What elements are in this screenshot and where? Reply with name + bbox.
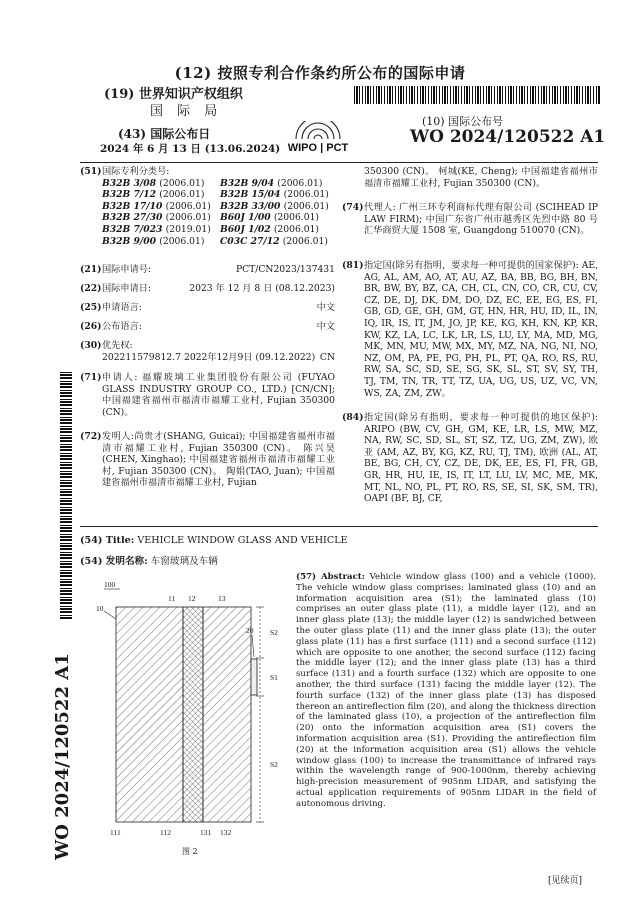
title-zh-row (80, 553, 218, 567)
label-s2-top: S2 (270, 628, 278, 637)
ipc-code: B60J 1/02 (2006.01) (220, 223, 320, 235)
f71-row: (71) 申请人: 福耀玻璃工业集团股份有限公司 (FUYAO GLASS INDUSTRY GROUP CO., LTD.) [CN/CN]; 中国福建省福州市福清市福耀工业村, Fujian 350300 (CN)。 (80, 372, 335, 418)
outer-glass-plate (116, 607, 183, 822)
designated-states-regional: 指定国(除另有指明，要求每一种可提供的地区保护): ARIPO (BW, CV, GH, GM, KE, LR, LS, MW, MZ, NA, RW, SC, SD, SL, ST, SZ, TZ, UG, ZM, ZW), 欧亚 (AM, AZ, BY, KG, KZ, RU, TJ, TM), 欧洲 (AL, AT, BE, BG, CH, CY, CZ, DE, DK, EE, ES, FI, FR, GB, GR, HR, HU, IE, IS, IT, LT, LU, LV, MC, ME, MK, MT, NL, NO, PL, PT, RO, RS, SE, SI, SK, SM, TR), OAPI (BF, BJ, CF, (364, 412, 598, 505)
sidebar-barcode (60, 372, 72, 620)
right-biblio-column (342, 166, 598, 526)
publication-number-label: (10) 国际公布号 (422, 115, 504, 128)
ipc-code: B32B 33/00 (2006.01) (220, 200, 329, 212)
organization-name (104, 86, 243, 120)
label-11: 11 (168, 594, 176, 603)
ipc-code: B32B 9/04 (2006.01) (220, 177, 323, 189)
label-20: 20 (246, 626, 254, 635)
label-13: 13 (218, 594, 226, 603)
figure-2 (88, 577, 288, 837)
ipc-code: B32B 15/04 (2006.01) (220, 189, 329, 201)
priority-number: 202211579812.7 (102, 351, 181, 363)
sidebar-publication-number: WO 2024/120522 A1 (52, 653, 73, 860)
f74-row: (74) 代理人: 广州三环专利商标代理有限公司 (SCIHEAD IP LAW FIRM); 中国广东省广州市越秀区先烈中路 80 号汇华商贸大厦 1508 室, Guangdong 510070 (CN)。 (342, 202, 598, 237)
f51-label: (51) (80, 166, 102, 177)
ipc-code: B32B 9/00 (2006.01) (102, 235, 205, 247)
organization-line-2: 国 际 局 (150, 104, 223, 119)
inventors-text: 发明人:尚贵才(SHANG, Guicai); 中国福建省福州市福清市福耀工业村, Fujian 350300 (CN)。 陈兴昊(CHEN, Xinghao); 中国福建省福州市福清市福耀工业村, Fujian 350300 (CN)。 陶娟(TAO, Juan); 中国福建省福州市福清市福耀工业村, Fujian (102, 431, 335, 489)
header-divider (80, 162, 598, 163)
applicant-text: 申请人: 福耀玻璃工业集团股份有限公司 (FUYAO GLASS INDUSTRY GROUP CO., LTD.) [CN/CN]; 中国福建省福州市福清市福耀工业村, Fujian 350300 (CN)。 (102, 372, 335, 418)
label-100: 100 (104, 580, 116, 589)
abstract (296, 572, 596, 810)
document-title: (12) 按照专利合作条约所公布的国际申请 (174, 64, 466, 82)
logo-text: WIPO | PCT (287, 142, 349, 153)
designated-states-national: 指定国(除另有指明，要求每一种可提供的国家保护): AE, AG, AL, AM, AO, AT, AU, AZ, BA, BB, BG, BH, BN, BR, BW, BY, BZ, CA, CH, CL, CN, CO, CR, CU, CV, CZ, DE, DJ, DK, DM, DO, DZ, EC, EE, EG, ES, FI, GB, GD, GE, GH, GM, GT, HN, HR, HU, ID, IL, IN, IQ, IR, IS, IT, JM, JO, JP, KE, KG, KH, KN, KP, KR, KW, KZ, LA, LC, LK, LR, LS, LU, LY, MA, MD, MG, MK, MN, MU, MW, MX, MY, MZ, NA, NG, NI, NO, NZ, OM, PA, PE, PG, PH, PL, PT, QA, RO, RS, RU, RW, SA, SC, SD, SE, SG, SK, SL, ST, SV, SY, TH, TJ, TM, TN, TR, TT, TZ, UA, UG, US, UZ, VC, VN, WS, ZA, ZM, ZW。 (364, 260, 598, 399)
ipc-list (102, 178, 335, 248)
ipc-code: B32B 17/10 (2006.01) (102, 200, 211, 212)
f84-row: (84) 指定国(除另有指明，要求每一种可提供的地区保护): ARIPO (BW, CV, GH, GM, KE, LR, LS, MW, MZ, NA, RW, SC, SD, SL, ST, SZ, TZ, UG, ZM, ZW), 欧亚 (AM, AZ, BY, KG, KZ, RU, TJ, TM), 欧洲 (AL, AT, BE, BG, CH, CY, CZ, DE, DK, EE, ES, FI, FR, GB, GR, HR, HU, IE, IS, IT, LT, LU, LV, MC, ME, MK, MT, NL, NO, PL, PT, RO, RS, SE, SI, SK, SM, TR), OAPI (BF, BJ, CF, (342, 412, 598, 505)
biblio-divider (80, 526, 598, 527)
figure-caption: 图 2 (182, 847, 198, 856)
f21-row: (21) 国际申请号: PCT/CN2023/137431 (80, 264, 335, 275)
priority-date: 2022年12月9日 (09.12.2022) (184, 351, 316, 363)
inner-glass-plate (203, 607, 251, 822)
title-en: VEHICLE WINDOW GLASS AND VEHICLE (137, 535, 348, 546)
label-132: 132 (220, 828, 232, 837)
f26-row: (26) 公布语言: 中文 (80, 321, 335, 332)
publication-number: WO 2024/120522 A1 (410, 127, 606, 147)
publication-date-label: (43) 国际公布日 (118, 127, 211, 141)
agent-text: 代理人: 广州三环专利商标代理有限公司 (SCIHEAD IP LAW FIRM); 中国广东省广州市越秀区先烈中路 80 号汇华商贸大厦 1508 室, Guangdong 510070 (CN)。 (364, 202, 598, 237)
label-12: 12 (188, 594, 196, 603)
title-en-label: (54) Title: (80, 535, 135, 546)
f51-title: 国际专利分类号: (102, 166, 170, 177)
ipc-code: B32B 3/08 (2006.01) (102, 177, 205, 189)
f22-row: (22) 国际申请日: 2023 年 12 月 8 日 (08.12.2023) (80, 283, 335, 294)
title-zh: 车窗玻璃及车辆 (150, 556, 218, 567)
ipc-code: B32B 27/30 (2006.01) (102, 212, 211, 224)
abstract-label: (57) Abstract: (296, 572, 365, 582)
ipc-code: B32B 7/12 (2006.01) (102, 189, 205, 201)
f30-row: (30) 优先权: 202211579812.7 2022年12月9日 (09.12.2022) CN (80, 340, 335, 363)
inventors-continued: 350300 (CN)。 柯城(KE, Cheng); 中国福建省福州市福清市福耀工业村, Fujian 350300 (CN)。 (364, 166, 598, 189)
label-10: 10 (96, 604, 104, 613)
label-111: 111 (110, 828, 121, 837)
label-131: 131 (200, 828, 212, 837)
wipo-pct-logo (266, 121, 370, 153)
label-s2-bottom: S2 (270, 760, 278, 769)
antireflection-film (251, 659, 257, 695)
middle-layer (183, 607, 203, 822)
label-s1: S1 (270, 673, 278, 682)
label-112: 112 (160, 828, 171, 837)
left-biblio-column (80, 166, 335, 526)
header-barcode (354, 86, 600, 104)
abstract-text: Vehicle window glass (100) and a vehicle (1000). The vehicle window glass comprises: laminated glass (10) and an information acquisition area (S1); the laminated glass (10) comprises an outer glass plate (11), a middle layer (12), and an inner glass plate (13); the middle layer (12) is sandwiched between the outer glass plate (11) and the inner glass plate (13); the outer glass plate (11) has a first surface (111) and a second surface (112) which are opposite to one another, the second surface (112) facing the middle layer (12); and the inner glass plate (13) has a third surface (131) and a fourth surface (132) which are opposite to one another, the third surface (131) facing the middle layer (12). The fourth surface (132) of the inner glass plate (13) has disposed thereon an antireflection film (20), and along the thickness direction of the laminated glass (10), a projection of the antireflection film (20) onto the information acquisition area (S1) covers the information acquisition area (S1). Providing the antireflection film (20) at the information acquisition area (S1) allows the vehicle window glass (100) to increase the transmittance of infrared rays within the wavelength range of 900-1000nm, thereby achieving high-precision measurement of 905nm LIDAR, and satisfying the actual application requirements of 905nm LIDAR in the field of autonomous driving. (296, 572, 596, 809)
ipc-code: B60J 1/00 (2006.01) (220, 212, 320, 224)
see-next-page: [见续页] (548, 876, 583, 886)
publication-date: 2024 年 6 月 13 日 (13.06.2024) (100, 143, 281, 155)
ipc-code: C03C 27/12 (2006.01) (220, 235, 328, 247)
organization-line-1: (19) 世界知识产权组织 (104, 87, 243, 102)
priority-country: CN (319, 351, 335, 363)
f72-row: (72) 发明人:尚贵才(SHANG, Guicai); 中国福建省福州市福清市福耀工业村, Fujian 350300 (CN)。 陈兴昊(CHEN, Xinghao); 中国福建省福州市福清市福耀工业村, Fujian 350300 (CN)。 陶娟(TAO, Juan); 中国福建省福州市福清市福耀工业村, Fujian (80, 431, 335, 489)
f25-row: (25) 申请语言: 中文 (80, 302, 335, 313)
f81-row: (81) 指定国(除另有指明，要求每一种可提供的国家保护): AE, AG, AL, AM, AO, AT, AU, AZ, BA, BB, BG, BH, BN, BR, BW, BY, BZ, CA, CH, CL, CN, CO, CR, CU, CV, CZ, DE, DJ, DK, DM, DO, DZ, EC, EE, EG, ES, FI, GB, GD, GE, GH, GM, GT, HN, HR, HU, ID, IL, IN, IQ, IR, IS, IT, JM, JO, JP, KE, KG, KH, KN, KP, KR, KW, KZ, LA, LC, LK, LR, LS, LU, LY, MA, MD, MG, MK, MN, MU, MW, MX, MY, MZ, NA, NG, NI, NO, NZ, OM, PA, PE, PG, PH, PL, PT, QA, RO, RS, RU, RW, SA, SC, SD, SE, SG, SK, SL, ST, SV, SY, TH, TJ, TM, TN, TR, TT, TZ, UA, UG, US, UZ, VC, VN, WS, ZA, ZM, ZW。 (342, 260, 598, 399)
ipc-code: B32B 7/023 (2019.01) (102, 223, 211, 235)
title-zh-label: (54) 发明名称: (80, 556, 148, 567)
title-en-row (80, 535, 348, 546)
